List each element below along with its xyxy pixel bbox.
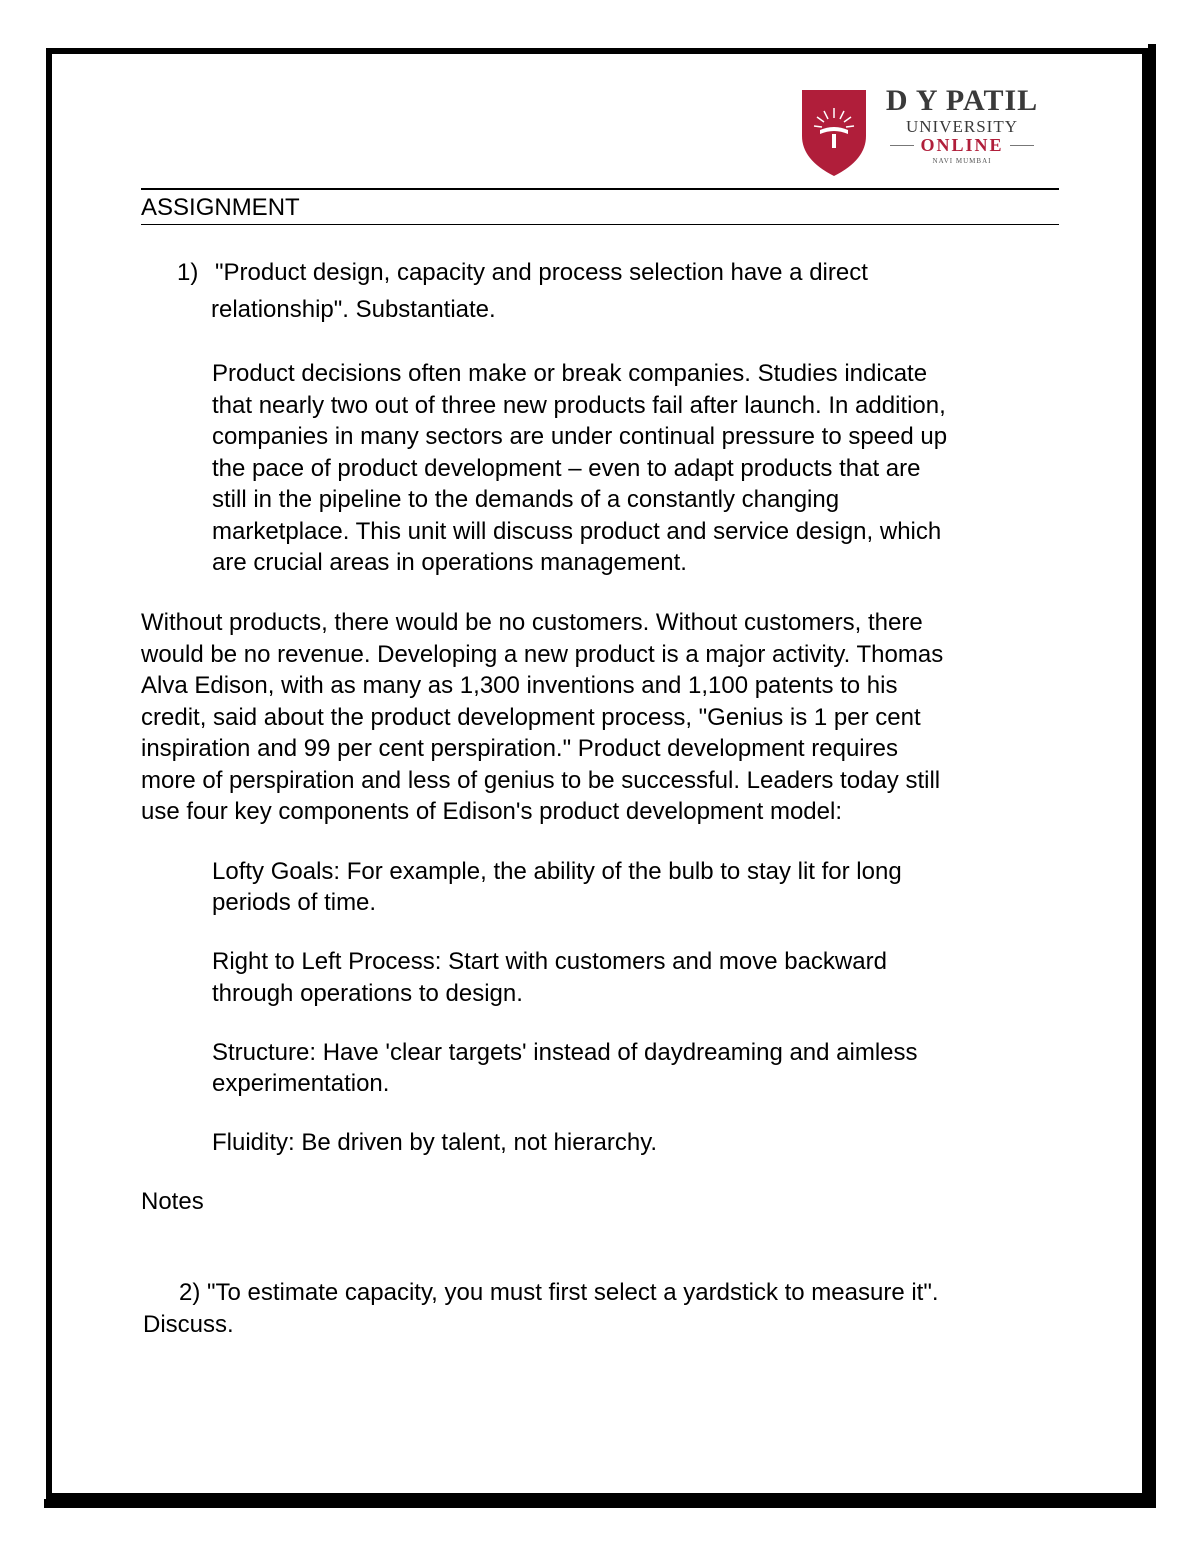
logo-online: ONLINE <box>920 135 1004 155</box>
heading-rule-top <box>141 188 1059 190</box>
page-border-shadow-bottom <box>44 1499 1156 1508</box>
logo-divider-right <box>1010 145 1034 146</box>
component-fluidity: Fluidity: Be driven by talent, not hierarchy. <box>212 1129 658 1156</box>
notes-label: Notes <box>141 1188 204 1215</box>
question1-line: "Product design, capacity and process selection have a direct <box>215 259 868 286</box>
answer2-line: more of perspiration and less of genius to be successful. Leaders today still <box>141 767 941 794</box>
answer1-line: still in the pipeline to the demands of a constantly changing <box>212 486 840 513</box>
logo-location: NAVI MUMBAI <box>932 157 992 165</box>
answer1-line: the pace of product development – even to adapt products that are <box>212 455 921 482</box>
question2-line: 2) "To estimate capacity, you must first select a yardstick to measure it". <box>179 1279 939 1306</box>
answer2-line: use four key components of Edison's product development model: <box>141 798 842 825</box>
answer2-line: Without products, there would be no customers. Without customers, there <box>141 609 923 636</box>
component-structure: Structure: Have 'clear targets' instead of daydreaming and aimless <box>212 1039 918 1066</box>
assignment-heading: ASSIGNMENT <box>141 194 300 221</box>
component-structure: experimentation. <box>212 1070 390 1097</box>
page-border-shadow-right <box>1148 44 1156 1508</box>
question1-number: 1) <box>177 259 199 286</box>
answer1-line: Product decisions often make or break companies. Studies indicate <box>212 360 928 387</box>
answer2-line: would be no revenue. Developing a new product is a major activity. Thomas <box>141 641 944 668</box>
heading-rule-bottom <box>141 224 1059 225</box>
question2-line: Discuss. <box>143 1311 234 1338</box>
answer2-line: Alva Edison, with as many as 1,300 inventions and 1,100 patents to his <box>141 672 898 699</box>
component-lofty-goals: Lofty Goals: For example, the ability of the bulb to stay lit for long <box>212 858 902 885</box>
logo-brand: D Y PATIL <box>885 84 1039 117</box>
university-logo <box>796 84 1039 180</box>
answer1-line: are crucial areas in operations management. <box>212 549 687 576</box>
component-right-to-left: Right to Left Process: Start with customers and move backward <box>212 948 887 975</box>
logo-university: UNIVERSITY <box>906 117 1018 136</box>
answer2-line: credit, said about the product development process, "Genius is 1 per cent <box>141 704 921 731</box>
answer2-line: inspiration and 99 per cent perspiration." Product development requires <box>141 735 898 762</box>
answer1-line: that nearly two out of three new products fail after launch. In addition, <box>212 392 946 419</box>
answer1-line: companies in many sectors are under continual pressure to speed up <box>212 423 948 450</box>
question1-line: relationship". Substantiate. <box>211 296 496 323</box>
component-lofty-goals: periods of time. <box>212 889 377 916</box>
answer1-line: marketplace. This unit will discuss product and service design, which <box>212 518 942 545</box>
shield-emblem-icon <box>796 84 876 180</box>
component-right-to-left: through operations to design. <box>212 980 523 1007</box>
